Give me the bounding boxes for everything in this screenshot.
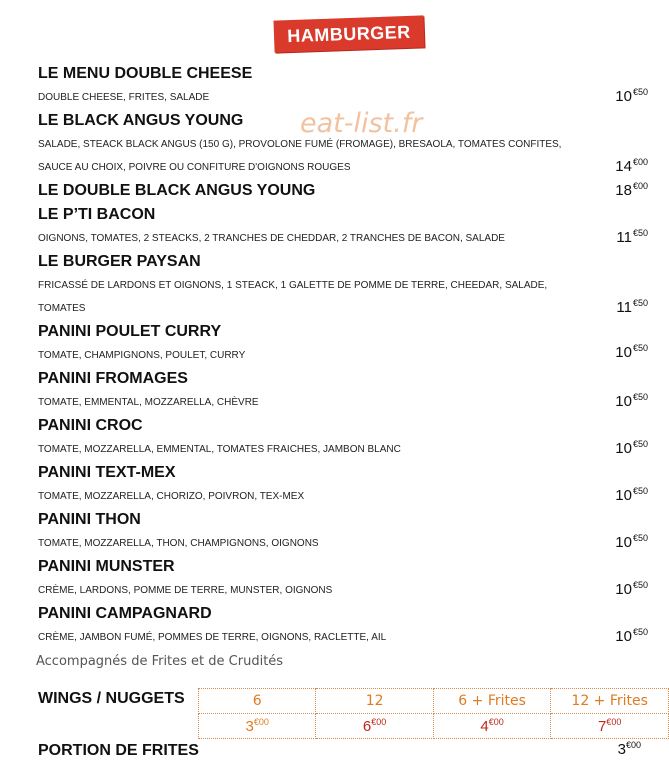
wings-qty: 6 + Frites xyxy=(433,689,551,714)
item-description: FRICASSÉ DE LARDONS ET OIGNONS, 1 STEACK, 1 GALETTE DE POMME DE TERRE, CHEEDAR, SALADE, xyxy=(38,280,548,291)
item-name: PANINI TEXT-MEX xyxy=(38,464,176,481)
wings-price: $4^{€00}$ xyxy=(433,714,551,739)
item-description: OIGNONS, TOMATES, 2 STEACKS, 2 TRANCHES DE CHEDDAR, 2 TRANCHES DE BACON, SALADE xyxy=(38,233,505,244)
item-description: TOMATE, CHAMPIGNONS, POULET, CURRY xyxy=(38,350,246,361)
item-description: DOUBLE CHEESE, FRITES, SALADE xyxy=(38,92,210,103)
item-price: $10^{€50}$ xyxy=(615,580,648,598)
item-name: PANINI POULET CURRY xyxy=(38,323,222,340)
item-price: $10^{€50}$ xyxy=(615,486,648,504)
item-price: $14^{€00}$ xyxy=(615,157,648,175)
item-price: $10^{€50}$ xyxy=(615,439,648,457)
item-name: LE BLACK ANGUS YOUNG xyxy=(38,112,244,129)
item-name: PANINI THON xyxy=(38,511,141,528)
item-name: PANINI CAMPAGNARD xyxy=(38,605,212,622)
wings-qty: 12 xyxy=(316,689,433,714)
item-price: $10^{€50}$ xyxy=(615,627,648,645)
frites-label: PORTION DE FRITES xyxy=(38,742,199,759)
wings-price: $3^{€00}$ xyxy=(199,714,316,739)
item-description: CRÈME, LARDONS, POMME DE TERRE, MUNSTER, OIGNONS xyxy=(38,585,333,596)
item-description: TOMATE, MOZZARELLA, EMMENTAL, TOMATES FRAICHES, JAMBON BLANC xyxy=(38,444,401,455)
item-description: TOMATE, MOZZARELLA, CHORIZO, POIVRON, TEX-MEX xyxy=(38,491,305,502)
watermark-text: eat-list.fr xyxy=(300,108,423,139)
accompaniment-note: Accompagnés de Frites et de Crudités xyxy=(36,654,284,669)
section-title-banner: HAMBURGER xyxy=(273,15,424,52)
item-description: SAUCE AU CHOIX, POIVRE OU CONFITURE D'OIGNONS ROUGES xyxy=(38,162,351,173)
item-price: $10^{€50}$ xyxy=(615,533,648,551)
item-price: $10^{€50}$ xyxy=(615,87,648,105)
item-name: LE MENU DOUBLE CHEESE xyxy=(38,65,253,82)
item-name: LE P’TI BACON xyxy=(38,206,156,223)
item-price: $18^{€00}$ xyxy=(615,181,648,199)
wings-label: WINGS / NUGGETS xyxy=(38,690,185,707)
item-description: TOMATE, MOZZARELLA, THON, CHAMPIGNONS, OIGNONS xyxy=(38,538,319,549)
item-description: TOMATES xyxy=(38,303,86,314)
item-price: $11^{€50}$ xyxy=(616,228,648,246)
wings-qty: 6 xyxy=(199,689,316,714)
item-description: CRÈME, JAMBON FUMÉ, POMMES DE TERRE, OIGNONS, RACLETTE, AIL xyxy=(38,632,387,643)
item-price: $11^{€50}$ xyxy=(616,298,648,316)
item-name: LE DOUBLE BLACK ANGUS YOUNG xyxy=(38,182,316,199)
item-name: PANINI MUNSTER xyxy=(38,558,175,575)
item-name: PANINI CROC xyxy=(38,417,143,434)
item-description: SALADE, STEACK BLACK ANGUS (150 G), PROVOLONE FUMÉ (FROMAGE), BRESAOLA, TOMATES CONFITES, xyxy=(38,139,562,150)
item-name: PANINI FROMAGES xyxy=(38,370,188,387)
wings-qty: 12 + Frites xyxy=(551,689,669,714)
wings-price: $6^{€00}$ xyxy=(316,714,433,739)
item-description: TOMATE, EMMENTAL, MOZZARELLA, CHÈVRE xyxy=(38,397,259,408)
frites-price: $3^{€00}$ xyxy=(617,740,641,758)
wings-price: $7^{€00}$ xyxy=(551,714,669,739)
wings-price-table xyxy=(198,688,669,739)
item-name: LE BURGER PAYSAN xyxy=(38,253,201,270)
item-price: $10^{€50}$ xyxy=(615,343,648,361)
item-price: $10^{€50}$ xyxy=(615,392,648,410)
